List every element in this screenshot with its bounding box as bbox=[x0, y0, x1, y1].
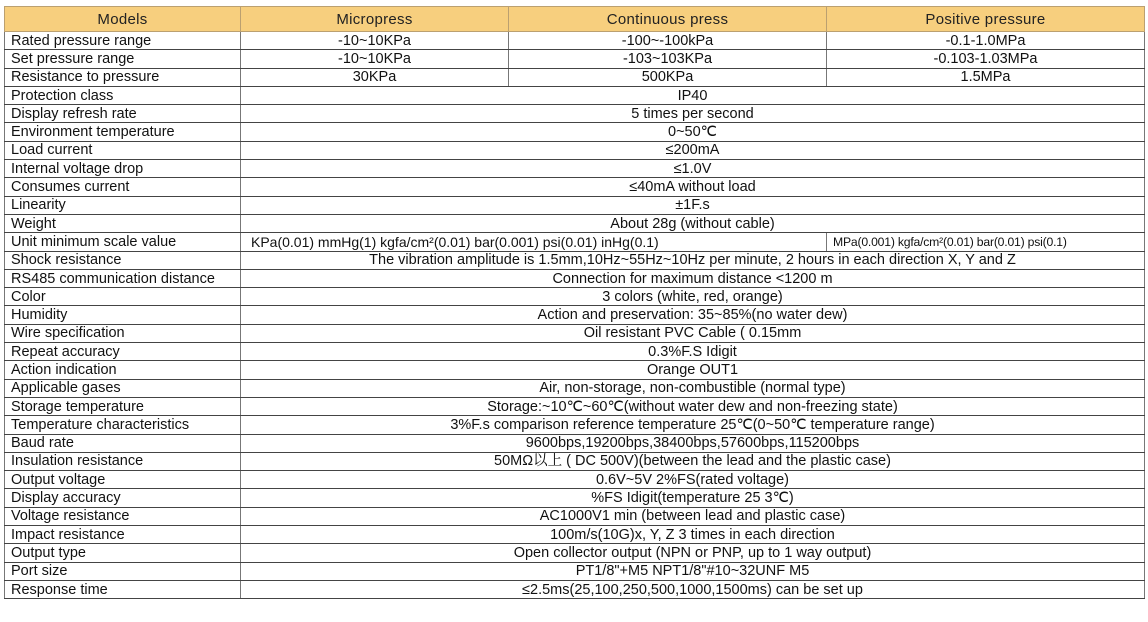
row-label: Humidity bbox=[5, 306, 241, 324]
row-label: Protection class bbox=[5, 86, 241, 104]
row-label: Insulation resistance bbox=[5, 452, 241, 470]
row-label: Internal voltage drop bbox=[5, 160, 241, 178]
table-row bbox=[5, 361, 1145, 379]
row-label: Shock resistance bbox=[5, 251, 241, 269]
row-value: The vibration amplitude is 1.5mm,10Hz~55Hz~10Hz per minute, 2 hours in each direction X, Y and Z bbox=[241, 251, 1145, 269]
table-row bbox=[5, 544, 1145, 562]
row-label: Storage temperature bbox=[5, 397, 241, 415]
row-value: 0.6V~5V 2%FS(rated voltage) bbox=[241, 471, 1145, 489]
row-label: Resistance to pressure bbox=[5, 68, 241, 86]
row-value: Oil resistant PVC Cable ( 0.15mm bbox=[241, 324, 1145, 342]
header-micropress: Micropress bbox=[241, 7, 509, 32]
positive-value: -0.103-1.03MPa bbox=[827, 50, 1145, 68]
row-value: PT1/8"+M5 NPT1/8"#10~32UNF M5 bbox=[241, 562, 1145, 580]
row-label: Response time bbox=[5, 580, 241, 598]
row-value: ≤1.0V bbox=[241, 160, 1145, 178]
row-value: %FS Idigit(temperature 25 3℃) bbox=[241, 489, 1145, 507]
row-value: Action and preservation: 35~85%(no water dew) bbox=[241, 306, 1145, 324]
positive-value: -0.1-1.0MPa bbox=[827, 32, 1145, 50]
table-row bbox=[5, 397, 1145, 415]
row-label: Impact resistance bbox=[5, 526, 241, 544]
table-row bbox=[5, 196, 1145, 214]
header-models: Models bbox=[5, 7, 241, 32]
row-value: 3%F.s comparison reference temperature 25℃(0~50℃ temperature range) bbox=[241, 416, 1145, 434]
row-label: Display accuracy bbox=[5, 489, 241, 507]
row-value: 0.3%F.S Idigit bbox=[241, 343, 1145, 361]
row-value: 100m/s(10G)x, Y, Z 3 times in each direction bbox=[241, 526, 1145, 544]
row-label: Action indication bbox=[5, 361, 241, 379]
header-continuous-press: Continuous press bbox=[509, 7, 827, 32]
row-label: Color bbox=[5, 288, 241, 306]
row-label: Repeat accuracy bbox=[5, 343, 241, 361]
table-row bbox=[5, 105, 1145, 123]
row-value: IP40 bbox=[241, 86, 1145, 104]
table-row bbox=[5, 141, 1145, 159]
unit-scale-row bbox=[5, 233, 1145, 251]
row-label: Wire specification bbox=[5, 324, 241, 342]
row-value: Orange OUT1 bbox=[241, 361, 1145, 379]
table-row bbox=[5, 416, 1145, 434]
row-value: 9600bps,19200bps,38400bps,57600bps,115200bps bbox=[241, 434, 1145, 452]
table-row bbox=[5, 471, 1145, 489]
row-label: Environment temperature bbox=[5, 123, 241, 141]
table-row bbox=[5, 489, 1145, 507]
row-label: Load current bbox=[5, 141, 241, 159]
row-label: Unit minimum scale value bbox=[5, 233, 241, 251]
continuous-value: 500KPa bbox=[509, 68, 827, 86]
row-label: Rated pressure range bbox=[5, 32, 241, 50]
positive-value: 1.5MPa bbox=[827, 68, 1145, 86]
spec-table bbox=[4, 6, 1145, 599]
row-label: Applicable gases bbox=[5, 379, 241, 397]
table-row bbox=[5, 324, 1145, 342]
table-row bbox=[5, 288, 1145, 306]
micropress-value: 30KPa bbox=[241, 68, 509, 86]
table-row bbox=[5, 32, 1145, 50]
row-value: 5 times per second bbox=[241, 105, 1145, 123]
table-row bbox=[5, 526, 1145, 544]
continuous-value: -103~103KPa bbox=[509, 50, 827, 68]
table-row bbox=[5, 343, 1145, 361]
table-row bbox=[5, 214, 1145, 232]
table-row bbox=[5, 68, 1145, 86]
table-row bbox=[5, 580, 1145, 598]
table-row bbox=[5, 86, 1145, 104]
table-row bbox=[5, 452, 1145, 470]
row-label: Consumes current bbox=[5, 178, 241, 196]
row-label: Output voltage bbox=[5, 471, 241, 489]
row-value: Open collector output (NPN or PNP, up to 1 way output) bbox=[241, 544, 1145, 562]
row-value: Connection for maximum distance <1200 m bbox=[241, 269, 1145, 287]
table-row bbox=[5, 160, 1145, 178]
row-value: ≤40mA without load bbox=[241, 178, 1145, 196]
header-row bbox=[5, 7, 1145, 32]
row-label: RS485 communication distance bbox=[5, 269, 241, 287]
row-value: AC1000V1 min (between lead and plastic case) bbox=[241, 507, 1145, 525]
row-value: ≤200mA bbox=[241, 141, 1145, 159]
row-value: ±1F.s bbox=[241, 196, 1145, 214]
row-label: Baud rate bbox=[5, 434, 241, 452]
table-row bbox=[5, 434, 1145, 452]
micropress-value: -10~10KPa bbox=[241, 32, 509, 50]
row-label: Output type bbox=[5, 544, 241, 562]
row-value: About 28g (without cable) bbox=[241, 214, 1145, 232]
table-row bbox=[5, 507, 1145, 525]
unit-scale-left: KPa(0.01) mmHg(1) kgfa/cm²(0.01) bar(0.001) psi(0.01) inHg(0.1) bbox=[241, 233, 827, 251]
row-label: Display refresh rate bbox=[5, 105, 241, 123]
row-value: ≤2.5ms(25,100,250,500,1000,1500ms) can be set up bbox=[241, 580, 1145, 598]
micropress-value: -10~10KPa bbox=[241, 50, 509, 68]
continuous-value: -100~-100kPa bbox=[509, 32, 827, 50]
table-row bbox=[5, 379, 1145, 397]
unit-scale-right: MPa(0.001) kgfa/cm²(0.01) bar(0.01) psi(0.1) bbox=[827, 233, 1145, 251]
table-row bbox=[5, 562, 1145, 580]
row-label: Set pressure range bbox=[5, 50, 241, 68]
row-label: Linearity bbox=[5, 196, 241, 214]
row-label: Port size bbox=[5, 562, 241, 580]
row-value: 3 colors (white, red, orange) bbox=[241, 288, 1145, 306]
row-value: Storage:~10℃~60℃(without water dew and non-freezing state) bbox=[241, 397, 1145, 415]
table-row bbox=[5, 123, 1145, 141]
row-label: Weight bbox=[5, 214, 241, 232]
table-row bbox=[5, 269, 1145, 287]
table-row bbox=[5, 50, 1145, 68]
row-value: Air, non-storage, non-combustible (normal type) bbox=[241, 379, 1145, 397]
row-value: 0~50℃ bbox=[241, 123, 1145, 141]
row-value: 50MΩ以上 ( DC 500V)(between the lead and the plastic case) bbox=[241, 452, 1145, 470]
table-row bbox=[5, 178, 1145, 196]
row-label: Temperature characteristics bbox=[5, 416, 241, 434]
row-label: Voltage resistance bbox=[5, 507, 241, 525]
header-positive-pressure: Positive pressure bbox=[827, 7, 1145, 32]
table-row bbox=[5, 251, 1145, 269]
table-row bbox=[5, 306, 1145, 324]
